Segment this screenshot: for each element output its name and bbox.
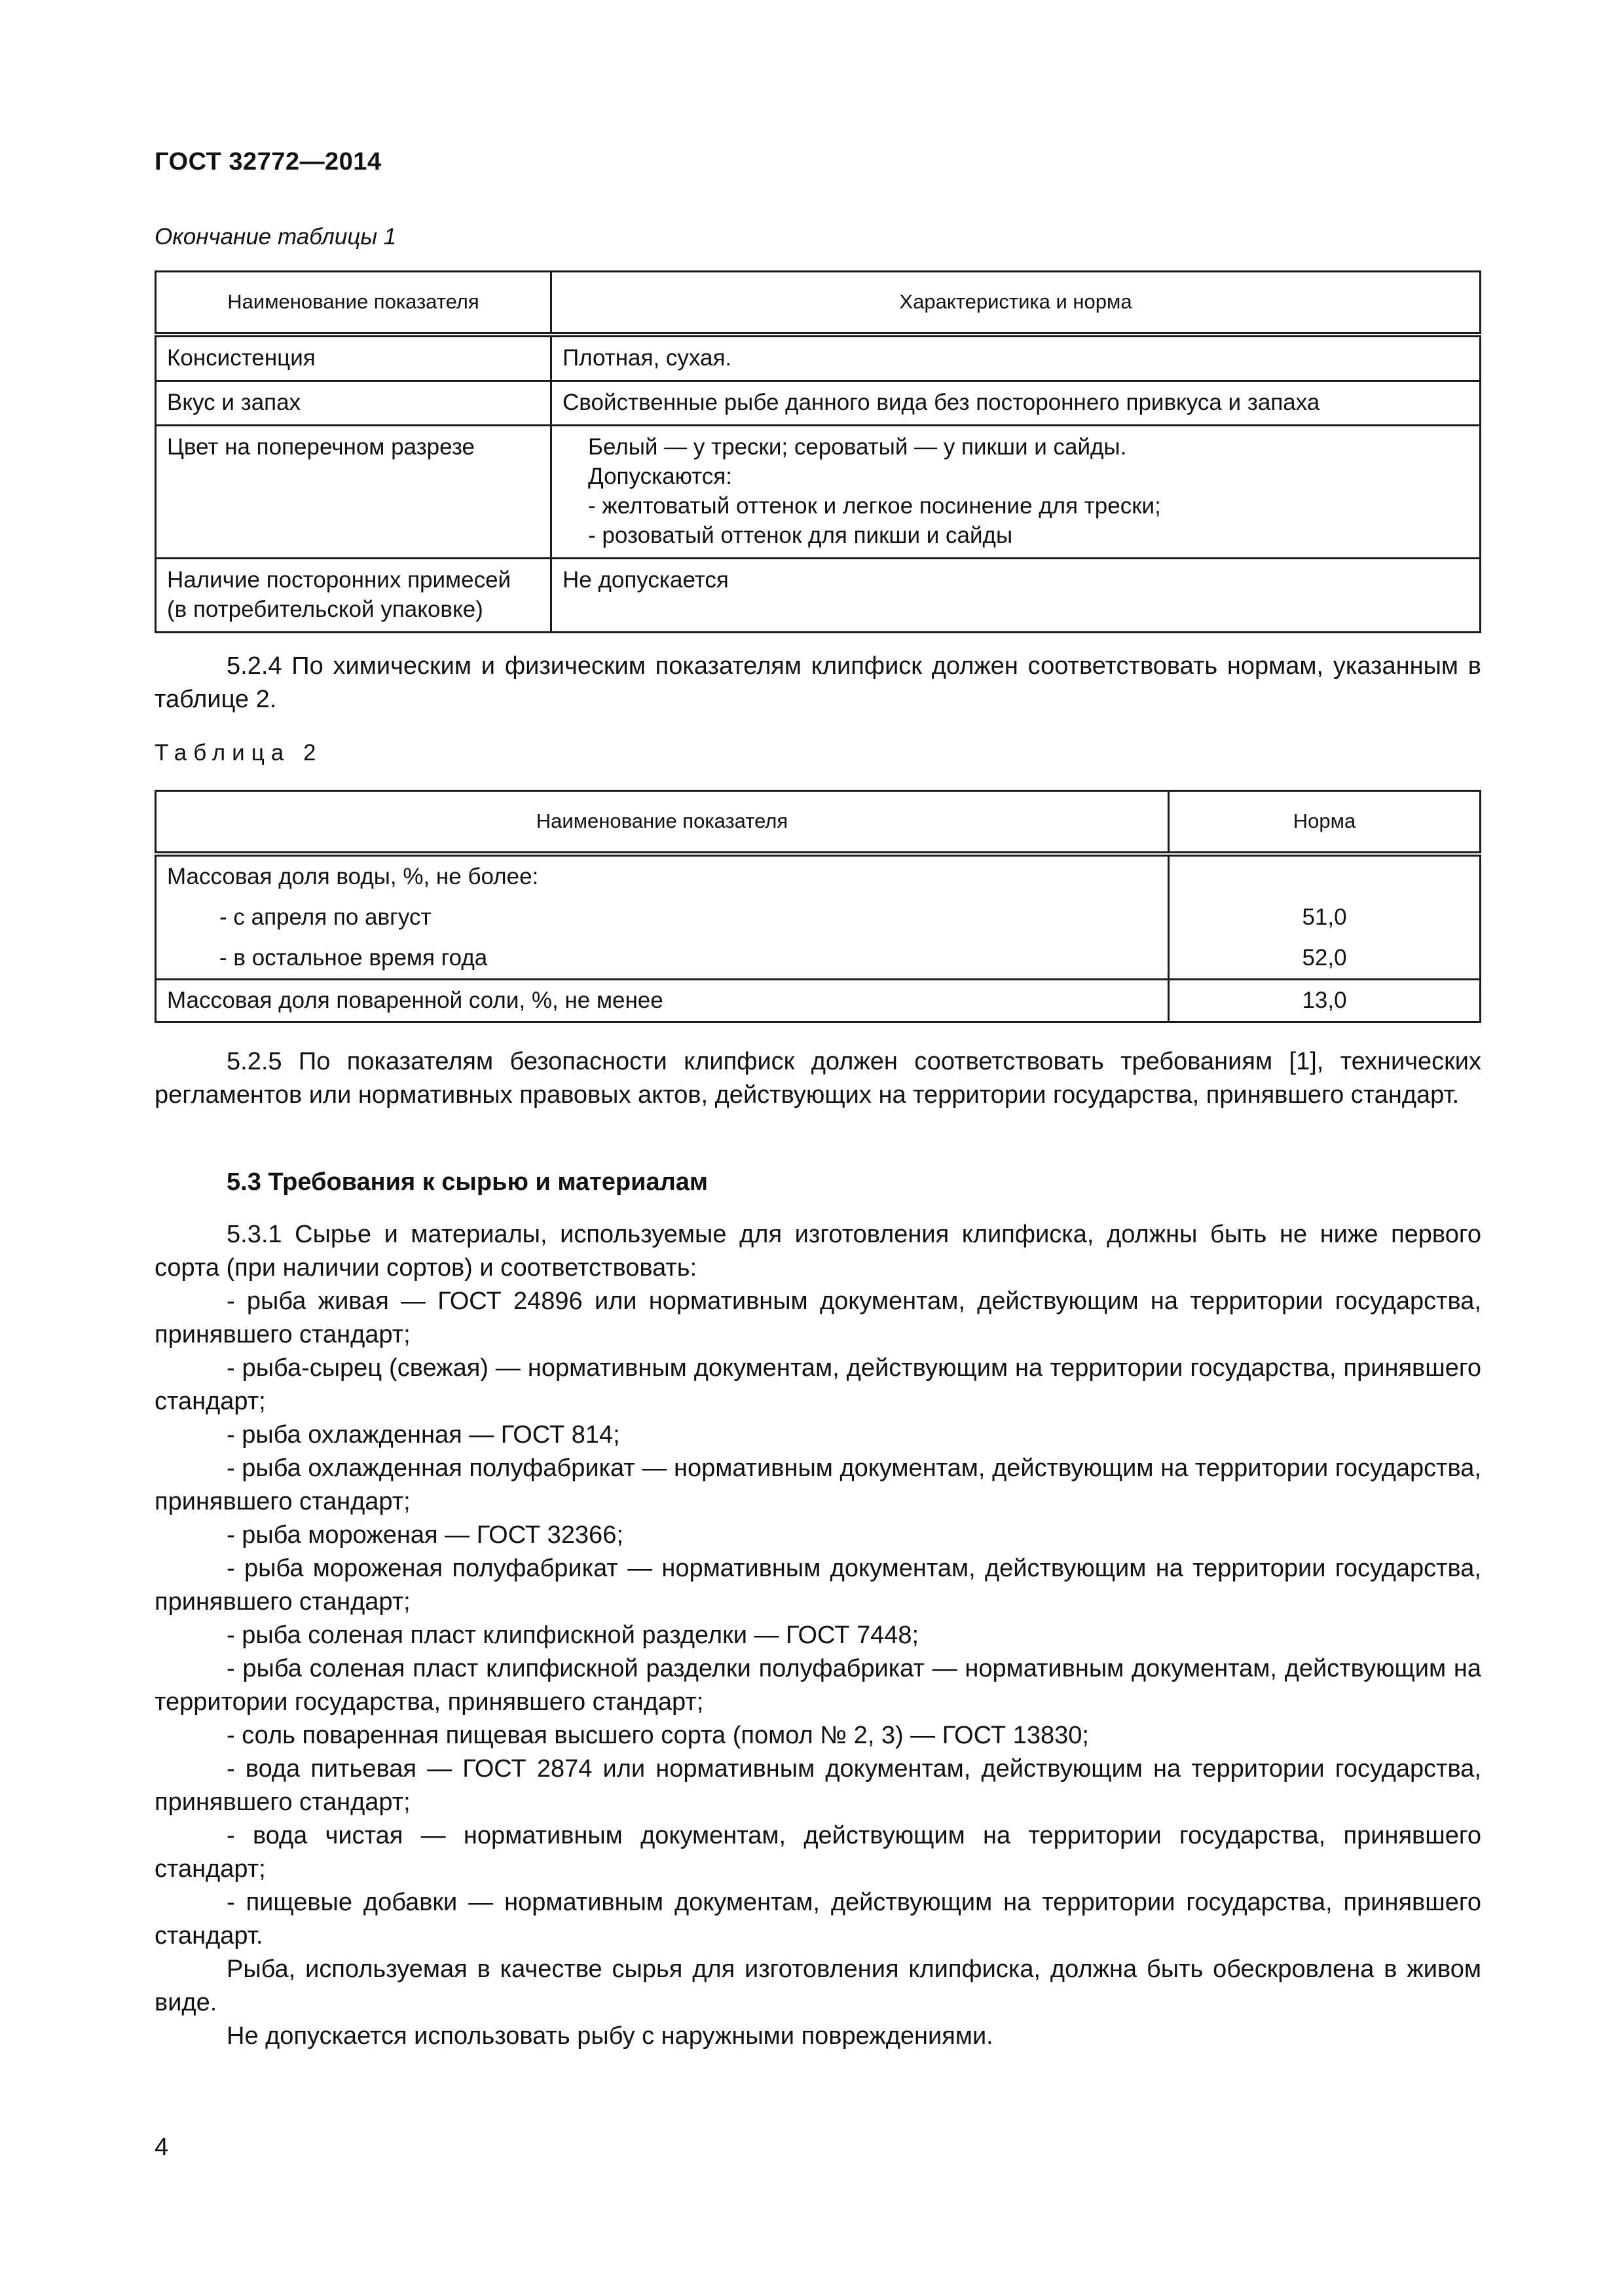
list-item: - рыба соленая пласт клипфискной разделки — ГОСТ 7448; [227, 1621, 919, 1649]
column-header-norm: Норма [1169, 791, 1481, 854]
table-row [156, 979, 1481, 1022]
list-item: - вода питьевая — ГОСТ 2874 или нормативным документам, действующим на территории государства, принявшего стандарт; [155, 1755, 1481, 1816]
list-item: - соль поваренная пищевая высшего сорта (помол № 2, 3) — ГОСТ 13830; [227, 1722, 1089, 1749]
value-line: Допускаются: [588, 463, 732, 489]
table-row [156, 854, 1481, 897]
list-item: - пищевые добавки — нормативным документам, действующим на территории государства, принявшего стандарт. [155, 1889, 1481, 1950]
list-item: - рыба охлажденная полуфабрикат — нормативным документам, действующим на территории государства, принявшего стандарт; [155, 1454, 1481, 1515]
value-line: - розоватый оттенок для пикши и сайды [588, 522, 1013, 548]
list-item: - рыба охлажденная — ГОСТ 814; [227, 1421, 620, 1449]
row-value: Свойственные рыбе данного вида без постороннего привкуса и запаха [551, 380, 1481, 425]
row-value [551, 425, 1481, 558]
table1-caption: Окончание таблицы 1 [155, 224, 397, 250]
row-name: Консистенция [156, 335, 551, 381]
list-item: - рыба-сырец (свежая) — нормативным документам, действующим на территории государства, принявшего стандарт; [155, 1354, 1481, 1415]
table-1 [155, 270, 1481, 633]
row-name: Цвет на поперечном разрезе [156, 425, 551, 558]
table-row [156, 380, 1481, 425]
row-norm: 13,0 [1169, 979, 1481, 1022]
paragraph-5-2-4: 5.2.4 По химическим и физическим показателям клипфиск должен соответствовать нормам, указанным в таблице 2. [155, 652, 1481, 713]
row-value: Плотная, сухая. [551, 335, 1481, 381]
list-item: - рыба живая — ГОСТ 24896 или нормативным документам, действующим на территории государства, принявшего стандарт; [155, 1287, 1481, 1348]
section-5-3-heading: 5.3 Требования к сырью и материалам [227, 1168, 708, 1196]
row-name: - с апреля по август [156, 897, 1169, 938]
paragraph-5-2-5: 5.2.5 По показателям безопасности клипфиск должен соответствовать требованиям [1], технических регламентов или нормативных правовых актов, действующих на территории государства, принявшего стандарт. [155, 1048, 1481, 1109]
paragraph-bled: Рыба, используемая в качестве сырья для изготовления клипфиска, должна быть обескровлена в живом виде. [155, 1955, 1481, 2016]
column-header-value: Характеристика и норма [551, 272, 1481, 335]
row-norm: 52,0 [1169, 938, 1481, 980]
value-line: - желтоватый оттенок и легкое посинение для трески; [588, 492, 1161, 519]
table2-caption: Таблица 2 [155, 740, 323, 766]
table-header-row [156, 791, 1481, 854]
list-item: - рыба соленая пласт клипфискной разделки полуфабрикат — нормативным документам, действующим на территории государства, принявшего стандарт; [155, 1655, 1481, 1716]
row-name: - в остальное время года [156, 938, 1169, 980]
value-line: Белый — у трески; сероватый — у пикши и сайды. [588, 434, 1127, 460]
row-name: Массовая доля воды, %, не более: [156, 854, 1169, 897]
row-value: Не допускается [551, 558, 1481, 632]
name-line: Наличие посторонних примесей [167, 566, 511, 593]
row-name: Массовая доля поваренной соли, %, не менее [156, 979, 1169, 1022]
table-row [156, 558, 1481, 632]
section-5-3-body [155, 1218, 1481, 2053]
table-row [156, 897, 1481, 938]
table-row [156, 425, 1481, 558]
table-2 [155, 790, 1481, 1023]
page-number: 4 [155, 2134, 169, 2161]
paragraph-5-3-1: 5.3.1 Сырье и материалы, используемые для изготовления клипфиска, должны быть не ниже первого сорта (при наличии сортов) и соответствовать: [155, 1221, 1481, 1282]
list-item: - вода чистая — нормативным документам, действующим на территории государства, принявшего стандарт; [155, 1822, 1481, 1883]
list-item: - рыба мороженая — ГОСТ 32366; [227, 1521, 623, 1549]
row-name [156, 558, 551, 632]
document-code-header: ГОСТ 32772—2014 [155, 148, 382, 176]
table-header-row [156, 272, 1481, 335]
column-header-name: Наименование показателя [156, 272, 551, 335]
row-norm [1169, 854, 1481, 897]
paragraph-damage: Не допускается использовать рыбу с наружными повреждениями. [227, 2022, 993, 2050]
row-name: Вкус и запах [156, 380, 551, 425]
table-row [156, 938, 1481, 980]
table-row [156, 335, 1481, 381]
row-norm: 51,0 [1169, 897, 1481, 938]
column-header-name: Наименование показателя [156, 791, 1169, 854]
list-item: - рыба мороженая полуфабрикат — нормативным документам, действующим на территории государства, принявшего стандарт; [155, 1555, 1481, 1616]
name-line: (в потребительской упаковке) [167, 596, 483, 622]
